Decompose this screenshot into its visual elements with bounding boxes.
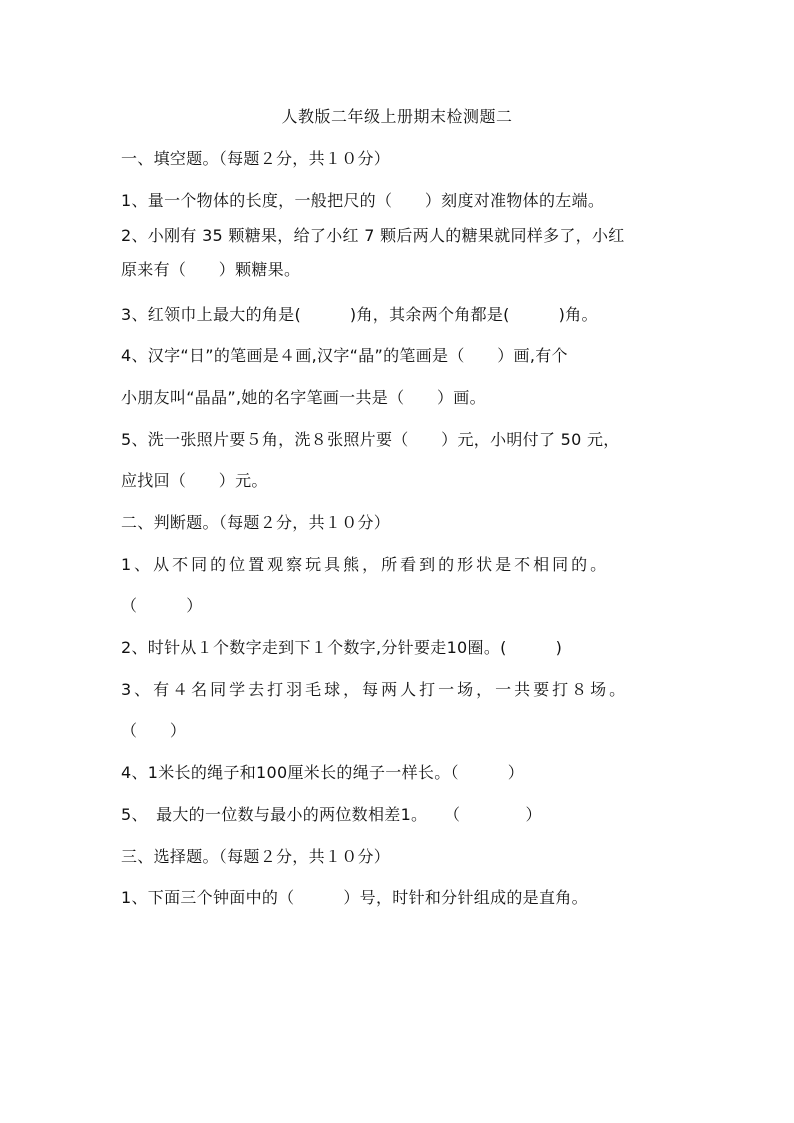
judge-question-4: 4、1米长的绳子和100厘米长的绳子一样长。（ ） [121,763,524,782]
judge-question-2: 2、时针从１个数字走到下１个数字,分针要走10圈。( ) [121,638,563,657]
judge-question-1-line-1: 1、从不同的位置观察玩具熊，所看到的形状是不相同的。 [121,555,610,574]
fill-question-1: 1、量一个物体的长度，一般把尺的（ ）刻度对准物体的左端。 [121,191,605,210]
fill-question-3: 3、红领巾上最大的角是( )角，其余两个角都是( )角。 [121,305,598,324]
judge-question-3-line-1: 3、有４名同学去打羽毛球，每两人打一场，一共要打８场。 [121,680,629,699]
section-1-heading: 一、填空题。（每题２分，共１０分） [121,149,391,168]
judge-question-5: 5、 最大的一位数与最小的两位数相差1。 （ ） [121,805,542,824]
fill-question-5-line-2: 应找回（ ）元。 [121,471,268,490]
fill-question-2-line-2: 原来有（ ）颗糖果。 [121,260,301,279]
page-title: 人教版二年级上册期末检测题二 [281,107,513,126]
fill-question-4-line-2: 小朋友叫“晶晶”,她的名字笔画一共是（ ）画。 [121,388,486,407]
section-2-heading: 二、判断题。（每题２分，共１０分） [121,513,391,532]
judge-question-1-line-2: （ ） [121,596,203,615]
choice-question-1: 1、下面三个钟面中的（ ）号，时针和分针组成的是直角。 [121,888,588,907]
section-3-heading: 三、选择题。（每题２分，共１０分） [121,847,391,866]
fill-question-5-line-1: 5、洗一张照片要５角，洗８张照片要（ ）元，小明付了 50 元， [121,430,620,449]
fill-question-2-line-1: 2、小刚有 35 颗糖果，给了小红 7 颗后两人的糖果就同样多了，小红 [121,226,625,245]
fill-question-4-line-1: 4、汉字“日”的笔画是４画,汉字“晶”的笔画是（ ）画,有个 [121,346,568,365]
judge-question-3-line-2: （ ） [121,721,187,740]
